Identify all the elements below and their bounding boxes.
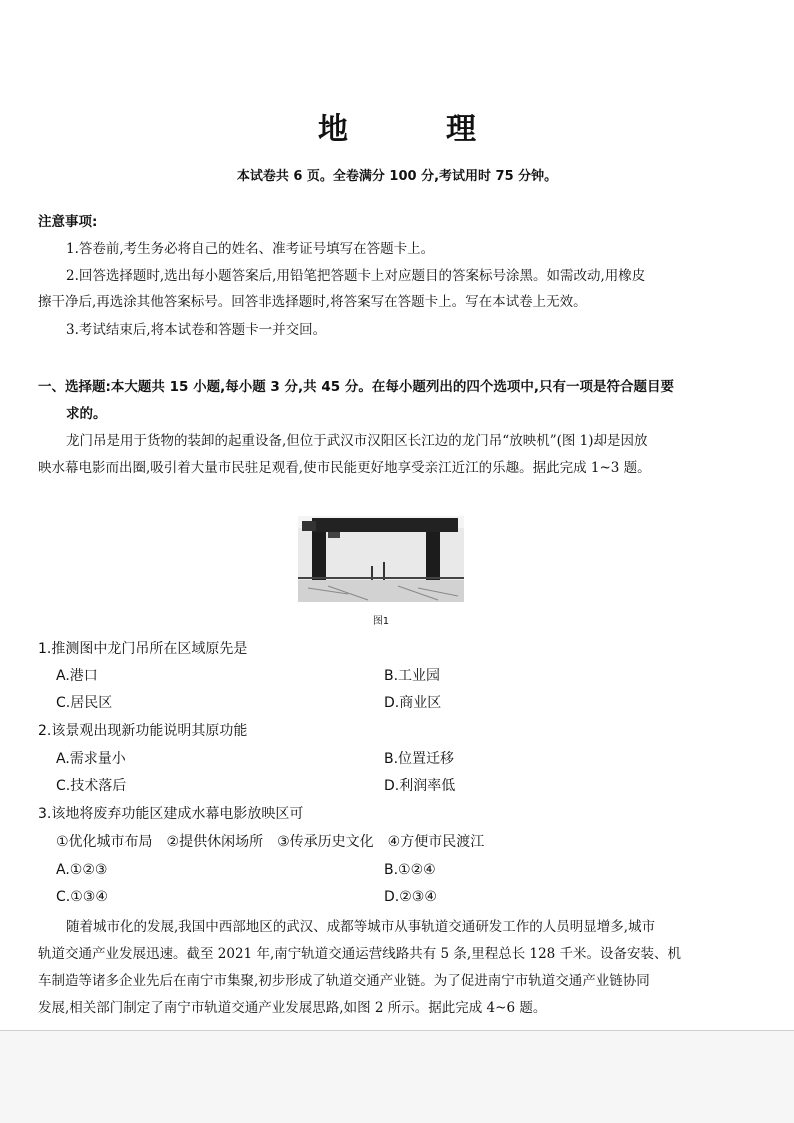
option-d: D.利润率低 [384,778,456,794]
note-item: 擦干净后,再选涂其他答案标号。回答非选择题时,将答案写在答题卡上。写在本试卷上无效。 [38,294,587,310]
note-item: 3.考试结束后,将本试卷和答题卡一并交回。 [66,322,327,338]
passage-line: 轨道交通产业发展迅速。截至 2021 年,南宁轨道交通运营线路共有 5 条,里程总长 128 千米。设备安装、机 [38,946,682,962]
question-stem: 1.推测图中龙门吊所在区域原先是 [38,641,248,657]
option-a: A.①②③ [56,862,108,878]
passage-line: 车制造等诸多企业先后在南宁市集聚,初步形成了轨道交通产业链。为了促进南宁市轨道交通产业链协同 [38,973,650,989]
option-b: B.①②④ [384,862,436,878]
option-b: B.工业园 [384,668,441,684]
option-d: D.②③④ [384,889,437,905]
question-stem: 3.该地将废弃功能区建成水幕电影放映区可 [38,806,304,822]
section-heading-cont: 求的。 [66,406,107,422]
question-stem: 2.该景观出现新功能说明其原功能 [38,723,248,739]
option-a: A.港口 [56,668,98,684]
passage-line: 发展,相关部门制定了南宁市轨道交通产业发展思路,如图 2 所示。据此完成 4~6 题。 [38,1000,547,1016]
option-c: C.技术落后 [56,778,127,794]
option-b: B.位置迁移 [384,751,455,767]
notes-heading: 注意事项: [38,214,98,230]
note-item: 1.答卷前,考生务必将自己的姓名、准考证号填写在答题卡上。 [66,241,435,257]
gantry-crane-figure [298,516,464,602]
option-a: A.需求量小 [56,751,126,767]
passage-line: 龙门吊是用于货物的装卸的起重设备,但位于武汉市汉阳区长江边的龙门吊“放映机”(图 1)却是因放 [66,433,648,449]
option-d: D.商业区 [384,695,442,711]
statement-list: ①优化城市布局 ②提供休闲场所 ③传承历史文化 ④方便市民渡江 [56,834,485,850]
figure-caption: 图1 [372,616,390,627]
note-item: 2.回答选择题时,选出每小题答案后,用铅笔把答题卡上对应题目的答案标号涂黑。如需改动,用橡皮 [66,268,646,284]
exam-info: 本试卷共 6 页。全卷满分 100 分,考试用时 75 分钟。 [236,169,558,184]
passage-line: 映水幕电影而出圈,吸引着大量市民驻足观看,使市民能更好地享受亲江近江的乐趣。据此完成 1~3 题。 [38,460,651,476]
section-heading: 一、选择题:本大题共 15 小题,每小题 3 分,共 45 分。在每小题列出的四个选项中,只有一项是符合题目要 [38,379,674,395]
option-c: C.①③④ [56,889,108,905]
page-title: 地 理 [318,112,510,147]
option-c: C.居民区 [56,695,113,711]
passage-line: 随着城市化的发展,我国中西部地区的武汉、成都等城市从事轨道交通研发工作的人员明显增多,城市 [66,919,656,935]
page-margin [0,1031,794,1123]
